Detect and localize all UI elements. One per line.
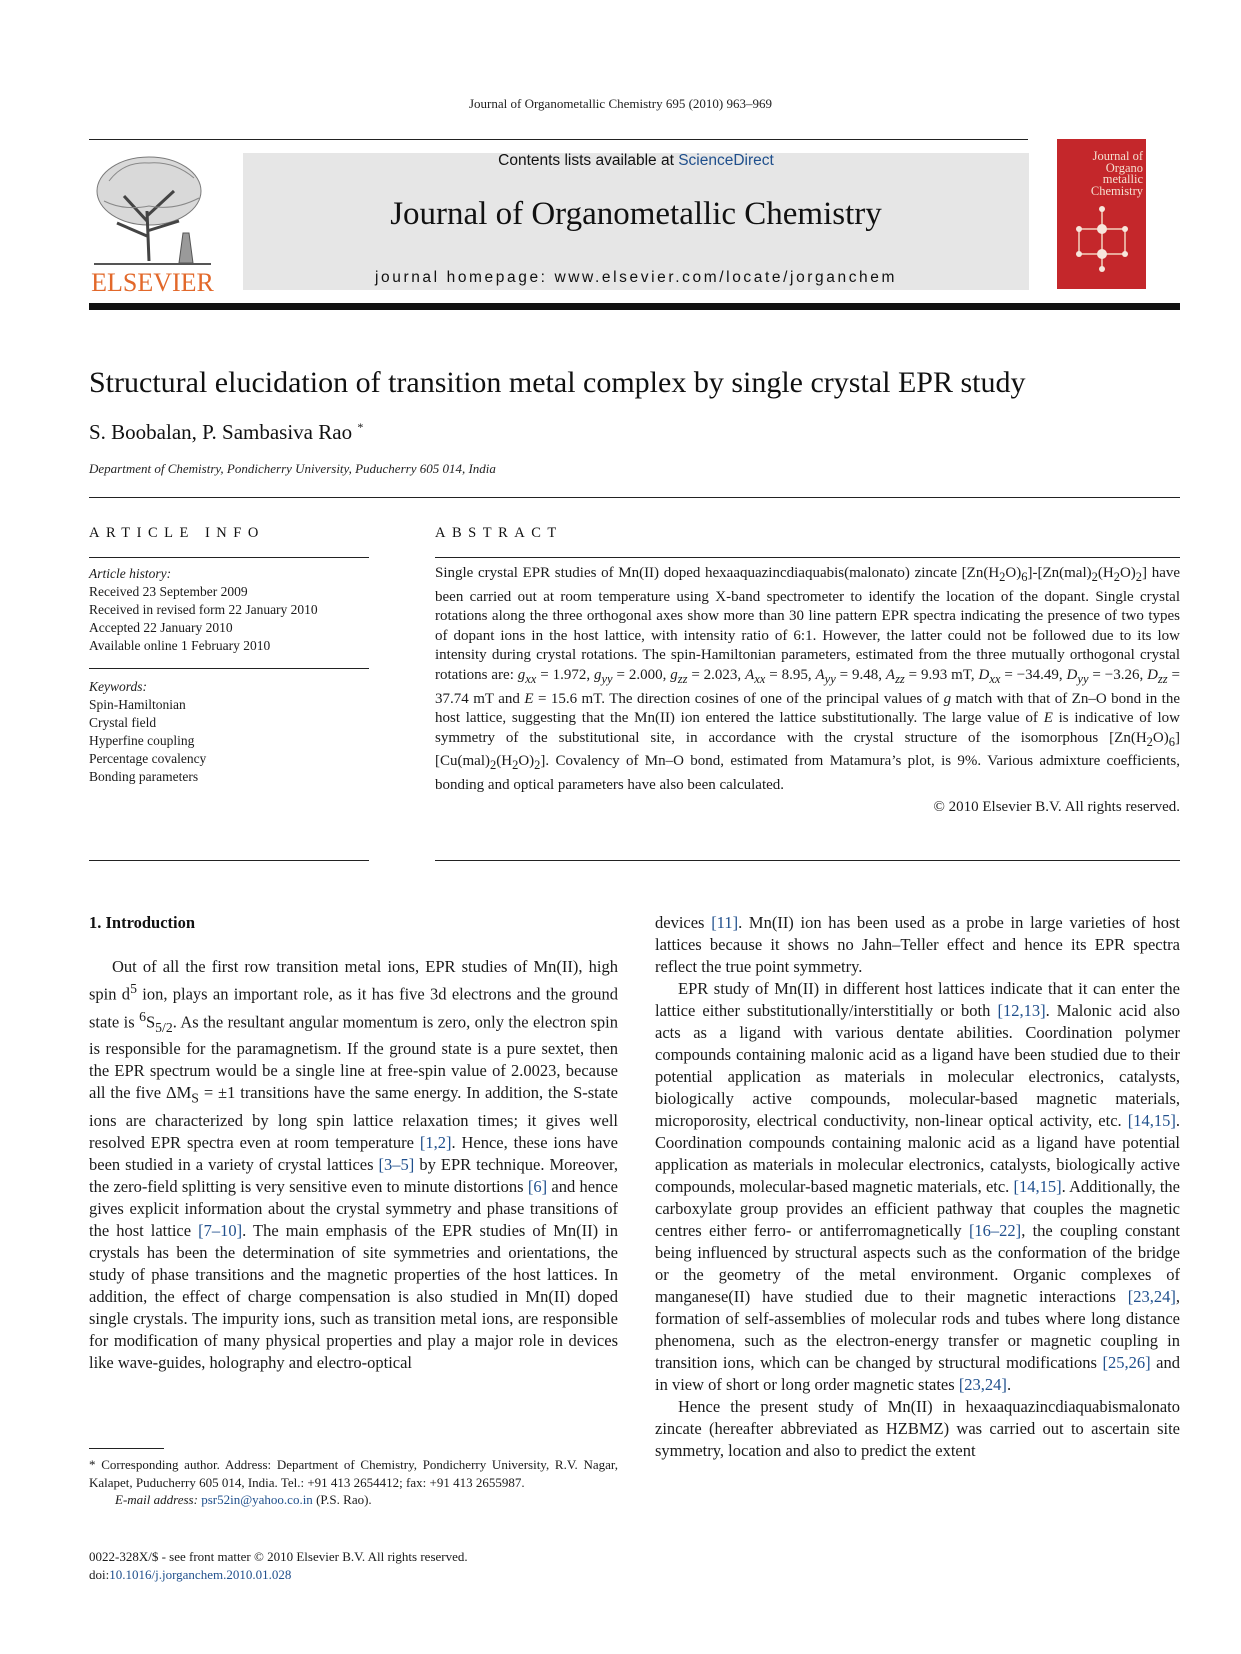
keywords-list [89,678,369,786]
article-info-heading: ARTICLE INFO [89,525,265,541]
abstract-text: Single crystal EPR studies of Mn(II) doped hexaaquazincdiaquabis(malonato) zincate $[Zn(H_2O)_6]-[Zn(mal)_2(H_2O)_2]$ have been carried out at room temperature using X-band spectrometer to identify the location of the dopant. Single crystal rotations along the three orthogonal axes show more than 30 line pattern EPR spectra indicating the presence of two types of dopant ions in the host lattice, with intensity ratio of 6:1. However, the latter could not be followed due to its low intensity during crystal rotations. The spin-Hamiltonian parameters, estimated from the three mutually orthogonal crystal rotations are: $g_{xx} = 1.972$, $g_{yy} = 2.000$, $g_{zz} = 2.023$, $A_{xx} = 8.95$, $A_{yy} = 9.48$, $A_{zz} = 9.93$ mT, $D_{xx} = -34.49$, $D_{yy} = -3.26$, $D_{zz} = 37.74$ mT and E = 15.6 mT. The direction cosines of one of the principal values of g match with that of Zn–O bond in the host lattice, suggesting that the Mn(II) ion entered the lattice substitutionally. The large value of E is indicative of low symmetry of the substitutional site, in accordance with the crystal structure of the isomorphous $[Zn(H_2O)_6][Cu(mal)_2(H_2O)_2]$. Covalency of Mn–O bond, estimated from Matamura’s plot, is 9%. Various admixture coefficients, bonding and optical parameters have also been calculated. [435,565,1181,793]
doi-link[interactable]: 10.1016/j.jorganchem.2010.01.028 [109,1567,292,1582]
reference-link[interactable]: [11] [711,913,739,932]
intro-paragraph: devices [11]. Mn(II) ion has been used as a probe in large varieties of host lattices because it shows no Jahn–Teller effect and hence its EPR spectra reflect the true point symmetry. [655,913,1180,976]
article-authors [89,420,363,445]
history-label: Article history: [89,566,172,581]
abstract-body [435,564,1180,817]
reference-link[interactable]: [6] [527,1176,548,1196]
reference-link[interactable]: [12,13] [997,1001,1046,1020]
footnote-text: Corresponding author. Address: Department of Chemistry, Pondicherry University, R.V. Nagar, Kalapet, Puducherry 605 014, India. Tel.: +91 413 2654412; fax: +91 413 2655987. [89,1457,618,1490]
footnote [89,1456,618,1509]
footnote-mark: * [89,1457,96,1472]
reference-link[interactable]: [1,2] [419,1132,452,1152]
abstract-copyright: © 2010 Elsevier B.V. All rights reserved. [933,798,1180,815]
history-online: Available online 1 February 2010 [89,638,271,653]
reference-link[interactable]: [3–5] [378,1154,415,1174]
journal-homepage[interactable]: journal homepage: www.elsevier.com/locate/jorganchem [374,269,898,286]
keyword-item: Hyperfine coupling [89,733,195,748]
keyword-item: Spin-Hamiltonian [89,697,186,712]
intro-paragraph: EPR study of Mn(II) in different host lattices indicate that it can enter the lattice either substitutionally/interstitially or both [12,13]. Malonic acid also acts as a ligand with various dentate abilities. Coordination polymer compounds containing malonic acid as a ligand have been studied due to their potential application as materials in molecular electronics, catalysts, biologically active compounds, molecular-based magnetic materials, microporosity, electrical conductivity, non-linear optical activity, etc. [14,15]. Coordination compounds containing malonic acid as a ligand have potential application as materials in molecular electronics, catalysts, biologically active compounds, molecular-based magnetic materials, etc. [14,15]. Additionally, the carboxylate group provides an efficient pathway that couples the magnetic centres either ferro- or antiferromagnetically [16–22], the coupling constant being influenced by structural aspects such as the conformation of the bridge or the geometry of the metal environment. Organic complexes of manganese(II) have studied due to their magnetic interactions [23,24], formation of self-assemblies of molecular rods and tubes where long distance phenomena, such as the electron-energy transfer or magnetic coupling in transition ions, which can be changed by structural modifications [25,26] and in view of short or long order magnetic states [23,24]. [655,979,1181,1394]
reference-link[interactable]: [14,15] [1127,1111,1176,1130]
history-received: Received 23 September 2009 [89,584,248,599]
elsevier-wordmark: ELSEVIER [91,268,214,297]
sciencedirect-link[interactable]: ScienceDirect [678,152,774,169]
reference-link[interactable]: [23,24] [1127,1287,1176,1306]
article-info-rule [89,557,369,558]
keyword-item: Percentage covalency [89,751,207,766]
reference-link[interactable]: [23,24] [958,1375,1007,1394]
email-label: E-mail address: [115,1492,198,1507]
introduction-right-column [655,912,1180,1462]
contents-line [243,152,1029,170]
article-history [89,565,369,655]
intro-paragraph: Out of all the first row transition metal ions, EPR studies of Mn(II), high spin $d^5$ ion, plays an important role, as it has five 3d electrons and the ground state is $^6S_{5/2}$. As the resultant angular momentum is zero, only the electron spin is responsible for the paramagnetism. If the ground state is a pure sextet, then the EPR spectrum would be a single line at free-spin value of 2.0023, because all the five $\Delta M_S = \pm 1$ transitions have the same energy. In addition, the S-state ions are characterized by long spin lattice relaxation times; it gives well resolved EPR spectra even at room temperature [1,2]. Hence, these ions have been studied in a variety of crystal lattices [3–5] by EPR technique. Moreover, the zero-field splitting is very sensitive even to minute distortions [6] and hence gives explicit information about the crystal symmetry and phase transitions of the host lattice [7–10]. The main emphasis of the EPR studies of Mn(II) in crystals has been the determination of site symmetries and orientations, the study of phase transitions and the magnetic properties of the host lattices. In addition, the effect of charge compensation is also studied in Mn(II) doped single crystals. The impurity ions, such as transition metal ions, are responsible for modification of many physical properties and play a major role in devices like wave-guides, holography and electro-optical [89,957,619,1372]
header-thick-rule [89,303,1180,310]
journal-citation: Journal of Organometallic Chemistry 695 (2010) 963–969 [468,96,773,111]
author-names: S. Boobalan, P. Sambasiva Rao [89,420,353,444]
journal-title: Journal of Organometallic Chemistry [390,196,882,232]
intro-paragraph: Hence the present study of Mn(II) in hexaaquazincdiaquabismalonato zincate (hereafter abbreviated as HZBMZ) was carried out to ascertain site symmetry, location and also to predict the extent [655,1397,1180,1460]
author-affiliation: Department of Chemistry, Pondicherry University, Puducherry 605 014, India [89,461,496,476]
molecule-icon [1071,199,1133,279]
keywords-rule [89,668,369,669]
reference-link[interactable]: [16–22] [968,1221,1022,1240]
keyword-item: Bonding parameters [89,769,199,784]
email-link[interactable]: psr52in@yahoo.co.in [201,1492,313,1507]
introduction-heading: 1. Introduction [89,913,196,932]
cover-title: Journal of Organo metallic Chemistry [1090,149,1143,198]
corresponding-author-mark[interactable]: * [357,420,364,434]
reference-link[interactable]: [25,26] [1102,1353,1151,1372]
abstract-bottom-rule [435,860,1180,861]
abstract-rule [435,557,1180,558]
doi-label: doi: [89,1567,110,1582]
section-rule [89,497,1180,498]
keywords-label: Keywords: [89,679,147,694]
article-title: Structural elucidation of transition metal complex by single crystal EPR study [89,366,1026,399]
history-accepted: Accepted 22 January 2010 [89,620,233,635]
contents-prefix: Contents lists available at [498,152,679,169]
reference-link[interactable]: [14,15] [1013,1177,1062,1196]
abstract-heading: ABSTRACT [435,525,563,541]
journal-cover-thumbnail [1057,139,1146,289]
issn-line: 0022-328X/$ - see front matter © 2010 Elsevier B.V. All rights reserved. [89,1549,468,1564]
footnote-rule [89,1448,164,1449]
reference-link[interactable]: [7–10] [198,1220,243,1240]
introduction-left-column [89,956,618,1374]
history-revised: Received in revised form 22 January 2010 [89,602,318,617]
email-suffix: (P.S. Rao). [316,1492,372,1507]
page-footer [89,1548,789,1584]
keyword-item: Crystal field [89,715,157,730]
article-info-bottom-rule [89,860,369,861]
header-rule [89,139,1028,140]
